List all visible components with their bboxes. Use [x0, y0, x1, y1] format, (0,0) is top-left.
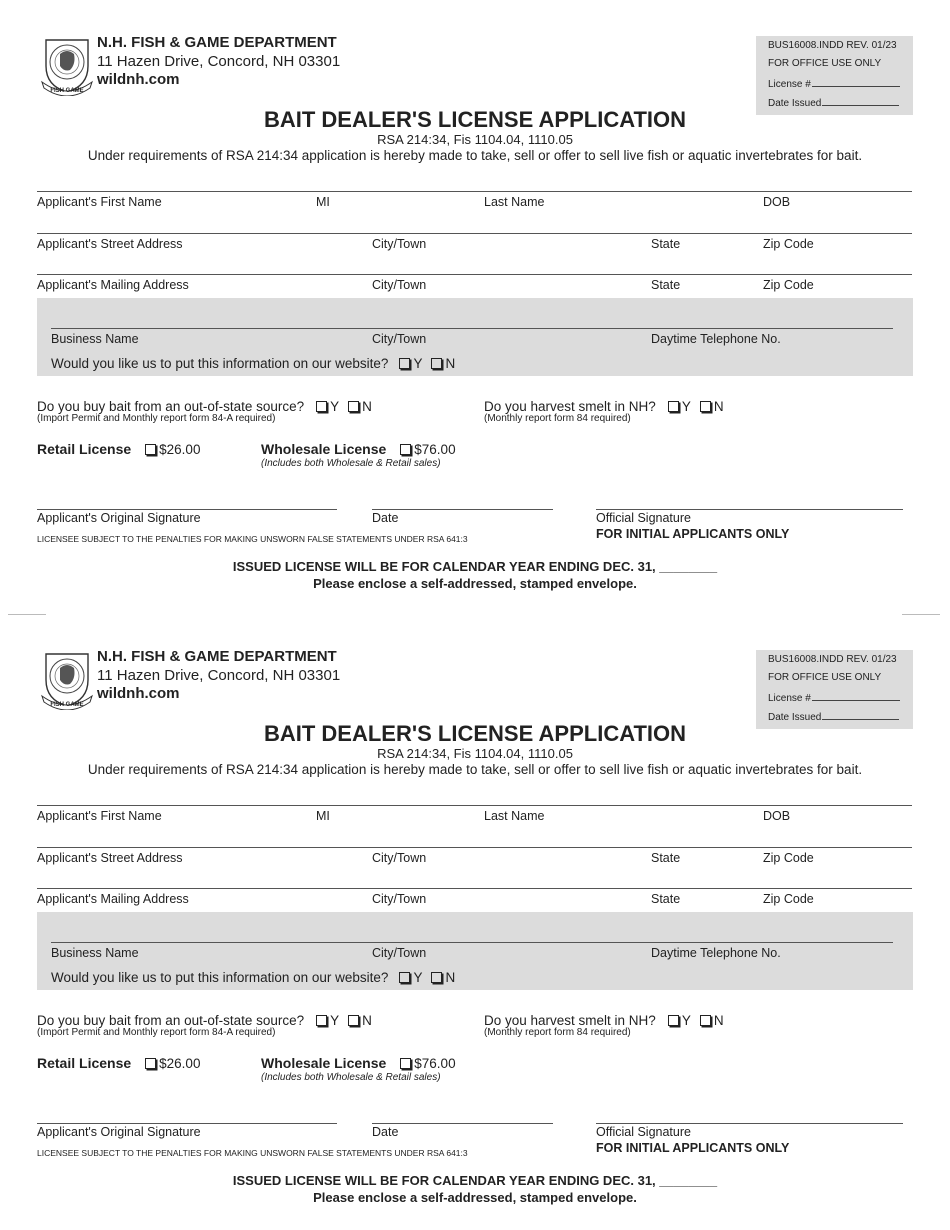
street-zip-label: Zip Code	[763, 851, 814, 865]
mailing-address-field-line[interactable]	[37, 888, 912, 889]
website-yes-label: Y	[413, 356, 423, 371]
smelt-note: (Monthly report form 84 required)	[484, 413, 631, 424]
wholesale-license-price: $76.00	[414, 1056, 456, 1071]
department-address: 11 Hazen Drive, Concord, NH 03301	[97, 53, 341, 70]
mailing-address-field-line[interactable]	[37, 274, 912, 275]
applicant-signature-label: Applicant's Original Signature	[37, 1125, 201, 1139]
office-use-box	[756, 36, 913, 115]
bait-source-yes-label: Y	[330, 1013, 340, 1028]
license-application-form	[0, 0, 950, 614]
mailing-zip-label: Zip Code	[763, 278, 814, 292]
retail-license-price: $26.00	[159, 442, 201, 457]
wholesale-license-option	[261, 441, 456, 459]
street-state-label: State	[651, 237, 681, 251]
requirement-statement: Under requirements of RSA 214:34 application is hereby made to take, sell or offer to sell live fish or aquatic invertebrates for bait.	[87, 762, 863, 777]
cut-mark-left	[8, 614, 46, 615]
daytime-phone-label: Daytime Telephone No.	[651, 946, 781, 960]
retail-license-checkbox[interactable]	[145, 444, 156, 455]
official-signature-line[interactable]	[596, 1123, 903, 1124]
bait-source-question-text: Do you buy bait from an out-of-state source?	[37, 399, 305, 414]
smelt-yes-checkbox[interactable]	[668, 1015, 679, 1026]
wholesale-license-checkbox[interactable]	[400, 1058, 411, 1069]
website-question	[51, 970, 455, 985]
bait-source-note: (Import Permit and Monthly report form 84-A required)	[37, 1027, 276, 1038]
rsa-reference: RSA 214:34, Fis 1104.04, 1110.05	[377, 746, 573, 761]
department-address: 11 Hazen Drive, Concord, NH 03301	[97, 667, 341, 684]
bait-source-no-checkbox[interactable]	[348, 1015, 359, 1026]
department-website[interactable]: wildnh.com	[97, 71, 180, 88]
signature-date-line[interactable]	[372, 1123, 553, 1124]
street-address-field-line[interactable]	[37, 233, 912, 234]
street-city-label: City/Town	[372, 237, 427, 251]
website-yes-checkbox[interactable]	[399, 358, 410, 369]
bait-source-yes-checkbox[interactable]	[316, 401, 327, 412]
mi-label: MI	[316, 809, 330, 823]
bait-source-question	[37, 1013, 372, 1028]
wholesale-license-label: Wholesale License	[261, 441, 387, 457]
dob-label: DOB	[763, 195, 791, 209]
website-question	[51, 356, 455, 371]
official-signature-label: Official Signature	[596, 1125, 691, 1139]
retail-license-label: Retail License	[37, 1055, 132, 1071]
smelt-yes-label: Y	[681, 1013, 691, 1028]
business-name-label: Business Name	[51, 332, 139, 346]
initial-applicants-note: FOR INITIAL APPLICANTS ONLY	[596, 527, 790, 541]
business-name-label: Business Name	[51, 946, 139, 960]
website-question-text: Would you like us to put this information on our website?	[51, 356, 389, 371]
office-use-heading: FOR OFFICE USE ONLY	[768, 58, 882, 69]
business-city-label: City/Town	[372, 946, 427, 960]
mailing-state-label: State	[651, 278, 681, 292]
wholesale-license-note: (Includes both Wholesale & Retail sales)	[261, 1072, 441, 1083]
signature-date-label: Date	[372, 1125, 399, 1139]
date-issued-label: Date Issued	[768, 712, 822, 723]
mailing-city-label: City/Town	[372, 278, 427, 292]
form-title: BAIT DEALER'S LICENSE APPLICATION	[263, 107, 687, 132]
smelt-question	[484, 399, 724, 414]
bait-source-question	[37, 399, 372, 414]
website-yes-checkbox[interactable]	[399, 972, 410, 983]
street-city-label: City/Town	[372, 851, 427, 865]
website-no-label: N	[445, 970, 456, 985]
smelt-no-label: N	[713, 1013, 724, 1028]
rsa-reference: RSA 214:34, Fis 1104.04, 1110.05	[377, 132, 573, 147]
smelt-no-label: N	[713, 399, 724, 414]
retail-license-option	[37, 441, 200, 459]
envelope-notice: Please enclose a self-addressed, stamped envelope.	[313, 1190, 637, 1205]
wholesale-license-option	[261, 1055, 456, 1073]
website-yes-label: Y	[413, 970, 423, 985]
applicant-signature-label: Applicant's Original Signature	[37, 511, 201, 525]
dob-label: DOB	[763, 809, 791, 823]
smelt-question-text: Do you harvest smelt in NH?	[484, 399, 656, 414]
department-name: N.H. FISH & GAME DEPARTMENT	[97, 648, 337, 665]
bait-source-no-label: N	[362, 1013, 372, 1028]
applicant-signature-line[interactable]	[37, 1123, 337, 1124]
wholesale-license-checkbox[interactable]	[400, 444, 411, 455]
smelt-yes-label: Y	[681, 399, 691, 414]
date-issued-label: Date Issued	[768, 98, 822, 109]
date-issued-line	[822, 710, 899, 720]
first-name-label: Applicant's First Name	[37, 195, 162, 209]
smelt-yes-checkbox[interactable]	[668, 401, 679, 412]
form-code: BUS16008.INDD REV. 01/23	[768, 654, 897, 665]
wholesale-license-price: $76.00	[414, 442, 456, 457]
smelt-question-text: Do you harvest smelt in NH?	[484, 1013, 656, 1028]
official-signature-label: Official Signature	[596, 511, 691, 525]
daytime-phone-label: Daytime Telephone No.	[651, 332, 781, 346]
smelt-no-checkbox[interactable]	[700, 401, 711, 412]
wholesale-license-note: (Includes both Wholesale & Retail sales)	[261, 458, 441, 469]
website-no-checkbox[interactable]	[431, 972, 442, 983]
bait-source-question-text: Do you buy bait from an out-of-state source?	[37, 1013, 305, 1028]
license-number-label: License #	[768, 693, 811, 704]
street-address-label: Applicant's Street Address	[37, 237, 183, 251]
smelt-no-checkbox[interactable]	[700, 1015, 711, 1026]
applicant-signature-line[interactable]	[37, 509, 337, 510]
initial-applicants-note: FOR INITIAL APPLICANTS ONLY	[596, 1141, 790, 1155]
first-name-field-line[interactable]	[37, 191, 912, 192]
retail-license-price: $26.00	[159, 1056, 201, 1071]
mailing-state-label: State	[651, 892, 681, 906]
office-use-box	[756, 650, 913, 729]
last-name-label: Last Name	[484, 195, 545, 209]
seal-banner-text: FISH GAME	[50, 88, 84, 94]
bait-source-no-label: N	[362, 399, 372, 414]
nh-fish-game-seal-logo	[40, 650, 94, 710]
smelt-question	[484, 1013, 724, 1028]
street-state-label: State	[651, 851, 681, 865]
retail-license-checkbox[interactable]	[145, 1058, 156, 1069]
penalty-statement: LICENSEE SUBJECT TO THE PENALTIES FOR MAKING UNSWORN FALSE STATEMENTS UNDER RSA 641:3	[37, 1148, 468, 1158]
street-address-field-line[interactable]	[37, 847, 912, 848]
license-number-line	[812, 691, 900, 701]
street-zip-label: Zip Code	[763, 237, 814, 251]
form-code: BUS16008.INDD REV. 01/23	[768, 40, 897, 51]
license-application-form	[0, 614, 950, 1228]
requirement-statement: Under requirements of RSA 214:34 application is hereby made to take, sell or offer to sell live fish or aquatic invertebrates for bait.	[87, 148, 863, 163]
mailing-address-label: Applicant's Mailing Address	[37, 892, 189, 906]
first-name-label: Applicant's First Name	[37, 809, 162, 823]
form-title: BAIT DEALER'S LICENSE APPLICATION	[263, 721, 687, 746]
signature-date-label: Date	[372, 511, 399, 525]
department-website[interactable]: wildnh.com	[97, 685, 180, 702]
license-number-line	[812, 77, 900, 87]
nh-fish-game-seal-logo	[40, 36, 94, 96]
department-name: N.H. FISH & GAME DEPARTMENT	[97, 34, 337, 51]
mailing-city-label: City/Town	[372, 892, 427, 906]
license-number-label: License #	[768, 79, 811, 90]
business-name-field-line[interactable]	[51, 942, 893, 943]
bait-source-note: (Import Permit and Monthly report form 84-A required)	[37, 413, 276, 424]
calendar-year-notice: ISSUED LICENSE WILL BE FOR CALENDAR YEAR ENDING DEC. 31, ________	[232, 1173, 718, 1188]
first-name-field-line[interactable]	[37, 805, 912, 806]
mailing-zip-label: Zip Code	[763, 892, 814, 906]
mailing-address-label: Applicant's Mailing Address	[37, 278, 189, 292]
business-city-label: City/Town	[372, 332, 427, 346]
calendar-year-notice: ISSUED LICENSE WILL BE FOR CALENDAR YEAR ENDING DEC. 31, ________	[232, 559, 718, 574]
signature-date-line[interactable]	[372, 509, 553, 510]
website-question-text: Would you like us to put this information on our website?	[51, 970, 389, 985]
business-name-field-line[interactable]	[51, 328, 893, 329]
envelope-notice: Please enclose a self-addressed, stamped envelope.	[313, 576, 637, 591]
website-no-checkbox[interactable]	[431, 358, 442, 369]
office-use-heading: FOR OFFICE USE ONLY	[768, 672, 882, 683]
bait-source-yes-checkbox[interactable]	[316, 1015, 327, 1026]
retail-license-option	[37, 1055, 200, 1073]
website-no-label: N	[445, 356, 456, 371]
last-name-label: Last Name	[484, 809, 545, 823]
penalty-statement: LICENSEE SUBJECT TO THE PENALTIES FOR MAKING UNSWORN FALSE STATEMENTS UNDER RSA 641:3	[37, 534, 468, 544]
bait-source-yes-label: Y	[330, 399, 340, 414]
bait-source-no-checkbox[interactable]	[348, 401, 359, 412]
retail-license-label: Retail License	[37, 441, 132, 457]
mi-label: MI	[316, 195, 330, 209]
cut-mark-right	[902, 614, 940, 615]
smelt-note: (Monthly report form 84 required)	[484, 1027, 631, 1038]
street-address-label: Applicant's Street Address	[37, 851, 183, 865]
date-issued-line	[822, 96, 899, 106]
wholesale-license-label: Wholesale License	[261, 1055, 387, 1071]
official-signature-line[interactable]	[596, 509, 903, 510]
seal-banner-text: FISH GAME	[50, 702, 84, 708]
